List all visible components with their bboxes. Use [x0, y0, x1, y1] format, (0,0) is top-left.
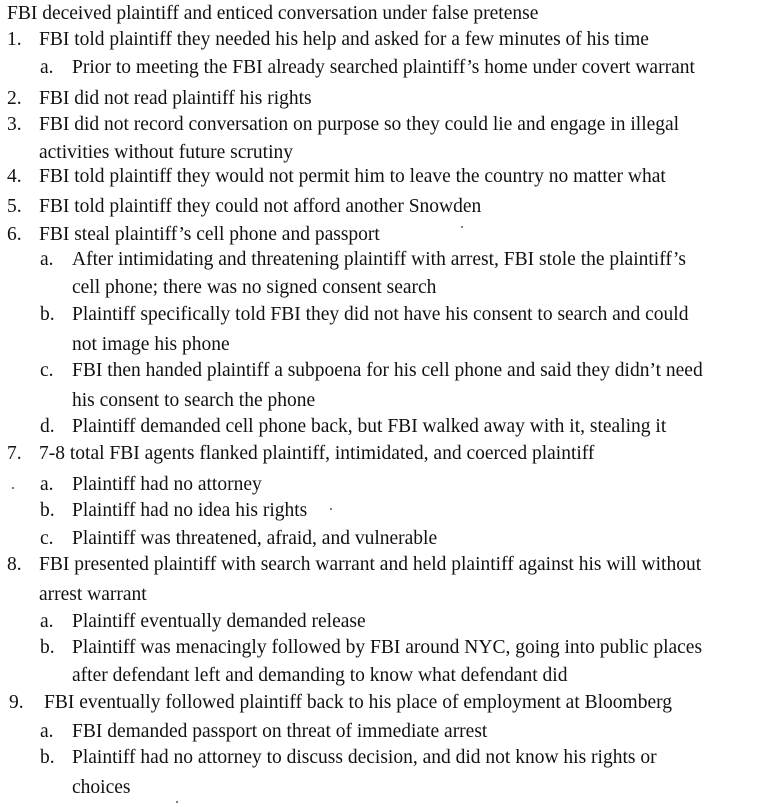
- sub-item-text-line: Plaintiff had no attorney: [72, 474, 262, 495]
- sub-item-letter: a.: [40, 611, 54, 632]
- sub-item-letter: b.: [40, 500, 55, 521]
- item-text-line: FBI told plaintiff they could not afford another Snowden: [39, 196, 482, 217]
- sub-item-letter: b.: [40, 747, 55, 768]
- item-number: 5.: [7, 196, 22, 217]
- sub-item-text-line: Plaintiff was threatened, afraid, and vulnerable: [72, 528, 438, 549]
- item-number: 1.: [7, 29, 22, 50]
- sub-item-letter: a.: [40, 474, 54, 495]
- item-text-line: FBI told plaintiff they needed his help and asked for a few minutes of his time: [39, 29, 649, 50]
- sub-item-text-line: Plaintiff eventually demanded release: [72, 611, 366, 632]
- sub-item-letter: a.: [40, 57, 54, 78]
- sub-item-text-line: FBI then handed plaintiff a subpoena for his cell phone and said they didn’t need: [72, 360, 703, 381]
- sub-item-text-line: his consent to search the phone: [72, 390, 316, 411]
- sub-item-text-line: after defendant left and demanding to know what defendant did: [72, 665, 568, 686]
- item-number: 4.: [7, 166, 22, 187]
- item-text-line: FBI steal plaintiff’s cell phone and passport: [39, 224, 380, 245]
- scan-speck: [12, 487, 14, 489]
- sub-item-text-line: FBI demanded passport on threat of immediate arrest: [72, 721, 488, 742]
- sub-item-text-line: After intimidating and threatening plaintiff with arrest, FBI stole the plaintiff’s: [72, 249, 686, 270]
- item-number: 6.: [7, 224, 22, 245]
- sub-item-text-line: cell phone; there was no signed consent search: [72, 277, 437, 298]
- sub-item-letter: b.: [40, 637, 55, 658]
- sub-item-text-line: choices: [72, 777, 131, 798]
- item-text-line: FBI presented plaintiff with search warrant and held plaintiff against his will without: [39, 554, 702, 575]
- item-text-line: FBI eventually followed plaintiff back to his place of employment at Bloomberg: [44, 692, 673, 713]
- item-number: 2.: [7, 88, 22, 109]
- item-text-line: FBI did not read plaintiff his rights: [39, 88, 312, 109]
- sub-item-text-line: Plaintiff demanded cell phone back, but FBI walked away with it, stealing it: [72, 416, 667, 437]
- sub-item-letter: a.: [40, 721, 54, 742]
- item-text-line: 7-8 total FBI agents flanked plaintiff, intimidated, and coerced plaintiff: [39, 443, 595, 464]
- sub-item-text-line: Prior to meeting the FBI already searched plaintiff’s home under covert warrant: [72, 57, 695, 78]
- item-number: 9.: [9, 692, 24, 713]
- item-number: 3.: [7, 114, 22, 135]
- item-number: 7.: [7, 443, 22, 464]
- item-text-line: activities without future scrutiny: [39, 142, 293, 163]
- scan-speck: [330, 508, 332, 510]
- sub-item-text-line: Plaintiff was menacingly followed by FBI around NYC, going into public places: [72, 637, 703, 658]
- sub-item-text-line: Plaintiff had no attorney to discuss decision, and did not know his rights or: [72, 747, 657, 768]
- item-text-line: FBI told plaintiff they would not permit him to leave the country no matter what: [39, 166, 666, 187]
- scan-speck: [176, 801, 178, 803]
- document-heading: FBI deceived plaintiff and enticed conversation under false pretense: [7, 3, 539, 24]
- item-text-line: arrest warrant: [39, 584, 147, 605]
- item-number: 8.: [7, 554, 22, 575]
- sub-item-text-line: Plaintiff specifically told FBI they did not have his consent to search and could: [72, 304, 689, 325]
- sub-item-letter: d.: [40, 416, 55, 437]
- sub-item-text-line: not image his phone: [72, 334, 230, 355]
- sub-item-letter: b.: [40, 304, 55, 325]
- sub-item-letter: c.: [40, 528, 54, 549]
- scan-speck: [461, 226, 463, 228]
- sub-item-text-line: Plaintiff had no idea his rights: [72, 500, 308, 521]
- sub-item-letter: c.: [40, 360, 54, 381]
- sub-item-letter: a.: [40, 249, 54, 270]
- item-text-line: FBI did not record conversation on purpose so they could lie and engage in illegal: [39, 114, 680, 135]
